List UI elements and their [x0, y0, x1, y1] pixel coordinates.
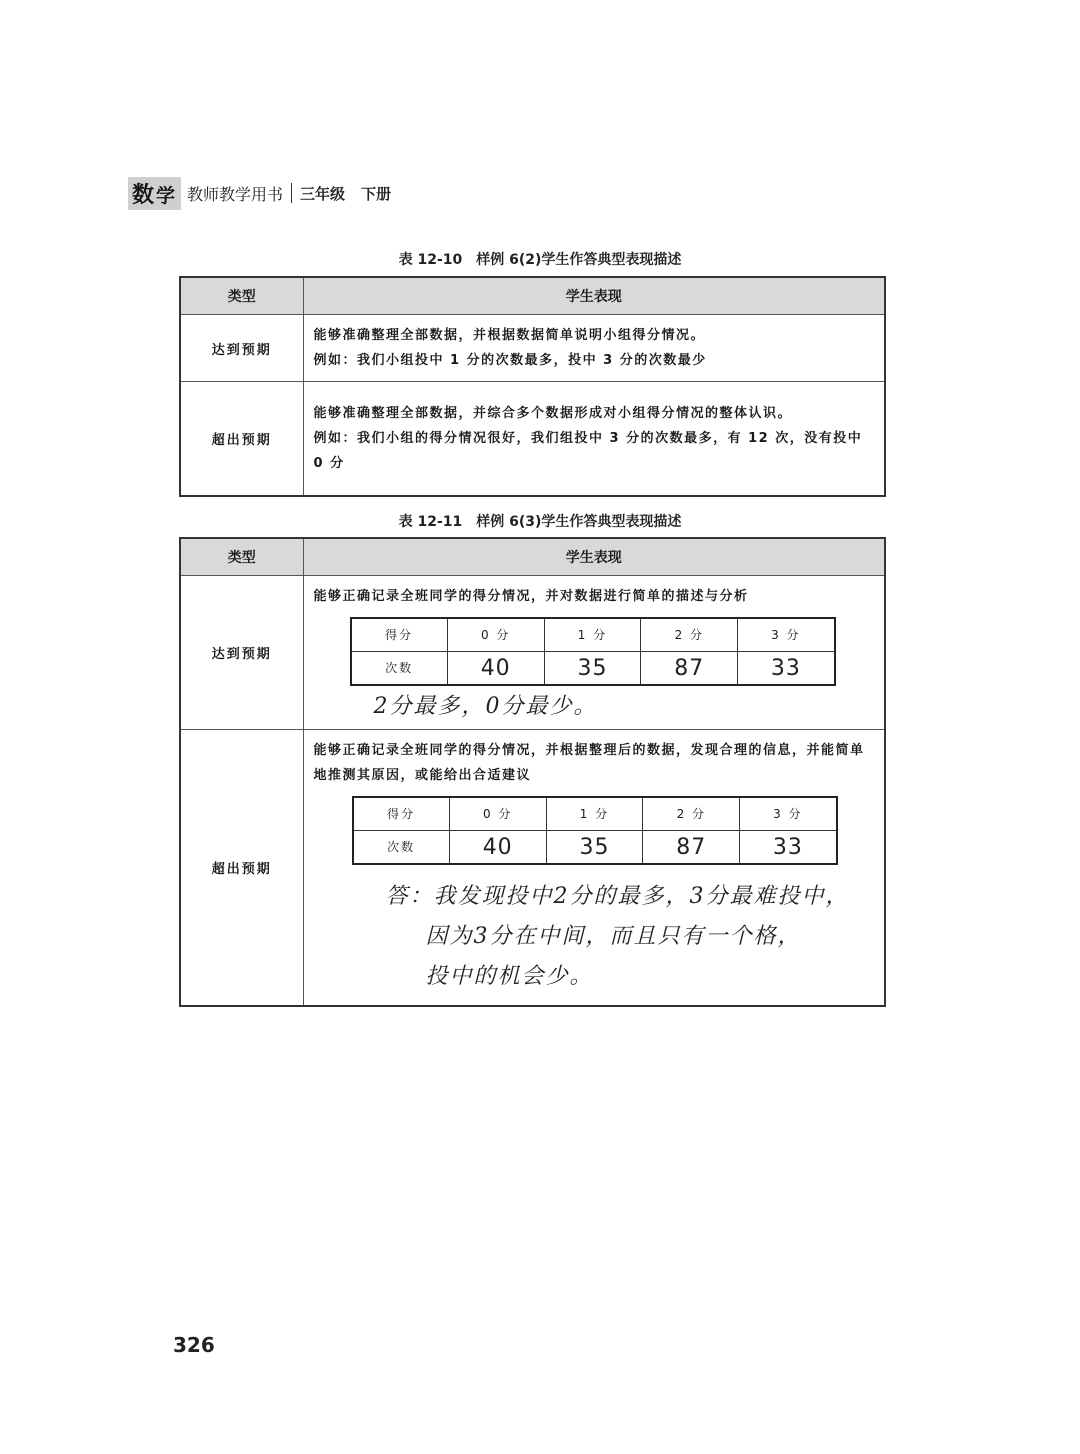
page-number: 326 [173, 1333, 215, 1357]
table1-header-performance: 学生表现 [303, 277, 885, 315]
score-value-cell: 33 [738, 652, 835, 686]
table1-row2-line1: 能够准确整理全部数据，并综合多个数据形成对小组得分情况的整体认识。 [313, 405, 793, 421]
table1-row1-type: 达到预期 [180, 315, 303, 382]
table2-row1-performance [303, 576, 885, 730]
score-table [352, 796, 838, 865]
score-header-cell: 1 分 [546, 797, 643, 831]
handwritten-answer [386, 877, 875, 997]
table1-header-type: 类型 [180, 277, 303, 315]
table1-row1-performance [303, 315, 885, 382]
table2-caption: 表 12-11 样例 6(3)学生作答典型表现描述 [398, 514, 682, 530]
table1-row2-line2: 例如：我们小组的得分情况很好，我们组投中 3 分的次数最多，有 12 次，没有投中 0 分 [313, 430, 863, 471]
table1-row2-type: 超出预期 [180, 382, 303, 496]
score-header-cell: 得分 [353, 797, 450, 831]
score-header-cell: 0 分 [449, 797, 546, 831]
score-table [350, 617, 836, 686]
score-value-cell: 35 [544, 652, 641, 686]
table1-row1-line1: 能够准确整理全部数据，并根据数据简单说明小组得分情况。 [313, 328, 706, 343]
score-header-cell: 2 分 [643, 797, 740, 831]
score-value-cell: 40 [449, 831, 546, 865]
score-value-cell: 33 [740, 831, 837, 865]
handwritten-answer: 2分最多，0分最少。 [373, 694, 598, 719]
score-row-label: 次数 [351, 652, 448, 686]
score-row-label: 次数 [353, 831, 450, 865]
brand-logo: 数学 [128, 177, 181, 210]
handwritten-line: 答：我发现投中2分的最多，3分最难投中， [385, 884, 850, 909]
table1-row1-line2: 例如：我们小组投中 1 分的次数最多，投中 3 分的次数最少 [313, 353, 707, 368]
grade-label: 三年级 [300, 184, 346, 203]
score-value-cell: 87 [641, 652, 738, 686]
score-header-cell: 3 分 [738, 618, 835, 652]
score-header-cell: 0 分 [447, 618, 544, 652]
header-divider [291, 183, 292, 203]
table1 [179, 276, 886, 497]
table2-header-type: 类型 [180, 538, 303, 576]
score-value-cell: 35 [546, 831, 643, 865]
table1-row2-performance [303, 382, 885, 496]
table2-row1-type: 达到预期 [180, 576, 303, 730]
score-header-cell: 3 分 [740, 797, 837, 831]
table2 [179, 537, 886, 1007]
handwritten-line: 因为3分在中间，而且只有一个格， [425, 924, 802, 949]
table2-row2-type: 超出预期 [180, 730, 303, 1007]
table2-row2-performance [303, 730, 885, 1007]
page-header [128, 176, 391, 210]
score-header-cell: 1 分 [544, 618, 641, 652]
volume-label: 下册 [361, 184, 392, 203]
table2-row2-description: 能够正确记录全班同学的得分情况，并根据整理后的数据，发现合理的信息，并能简单地推测其原因，或能给出合适建议 [313, 743, 865, 783]
table2-row1-description: 能够正确记录全班同学的得分情况，并对数据进行简单的描述与分析 [313, 589, 749, 604]
table1-caption: 表 12-10 样例 6(2)学生作答典型表现描述 [398, 252, 682, 268]
book-title: 教师教学用书 [187, 184, 284, 204]
table2-header-performance: 学生表现 [303, 538, 885, 576]
handwritten-line: 投中的机会少。 [425, 964, 594, 989]
score-header-cell: 2 分 [641, 618, 738, 652]
score-header-cell: 得分 [351, 618, 448, 652]
score-value-cell: 87 [643, 831, 740, 865]
score-value-cell: 40 [447, 652, 544, 686]
